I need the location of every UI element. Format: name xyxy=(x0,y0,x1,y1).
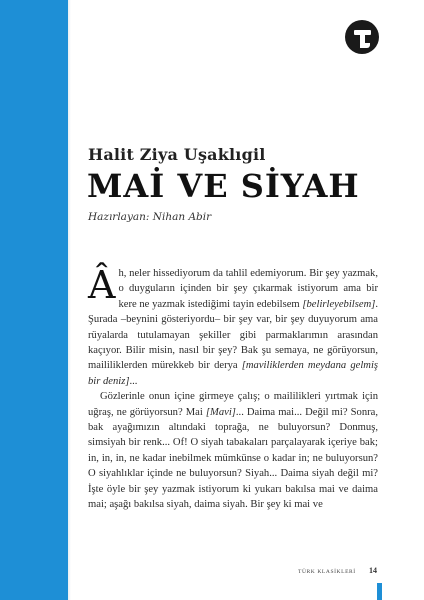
author-name: Halit Ziya Uşaklıgil xyxy=(88,145,266,164)
page-number: 14 xyxy=(369,566,377,575)
publisher-logo-icon xyxy=(345,20,379,54)
page-tab-marker xyxy=(377,583,382,600)
book-spine-band xyxy=(0,0,68,600)
spine-edge xyxy=(68,0,71,600)
paragraph-2: Gözlerinle onun içine girmeye çalış; o maililikleri yırtmak için uğraş, ne görüyorsun? Mai [Mavi]... Daima mai... Değil mi? Sonra, bak ayağımızın altındaki toprağa, ne buluyorsun? Donmuş, simsiyah bir renk... Of! O siyah tabakaları parçalayarak içeriye bak; in, in, in, ne kadar inebilmek mümkünse o kadar in; ne buluyorsun? O siyahlıklar içinde ne buluyorsun? Siyah... Daima siyah değil mi? İşte öyle bir şey yazmak istiyorum ki yukarı bakılsa mai ve daima mai; aşağı bakılsa siyah, daima siyah. Bir şey ki mai ve xyxy=(88,391,378,511)
body-text xyxy=(88,263,379,513)
series-label: TÜRK KLASİKLERİ xyxy=(298,569,356,575)
editor-credit: Hazırlayan: Nihan Abir xyxy=(88,211,212,223)
drop-cap: Â xyxy=(88,263,116,307)
paragraph-1: Âh, neler hissediyorum da tahlil edemiyorum. Bir şey yazmak, o duyguların içinden bir şey çıkarmak istiyorum ama bir kere ne yazmak istediğimi tayin edebilsem [belirleyebilsem]. Şurada –beynini gösteriyordu– bir şey var, bir şey duyuyorum ama rüyalarda tutulamayan şekiller gibi parmaklarımın arasından kaçıyor. Bilir misin, nasıl bir şey? Bak şu semaya, ne görüyorsun, maililiklerden mürekkeb bir derya [maviliklerden meydana gelmiş bir deniz]... xyxy=(88,263,379,387)
book-title: MAİ VE SİYAH xyxy=(87,167,360,205)
